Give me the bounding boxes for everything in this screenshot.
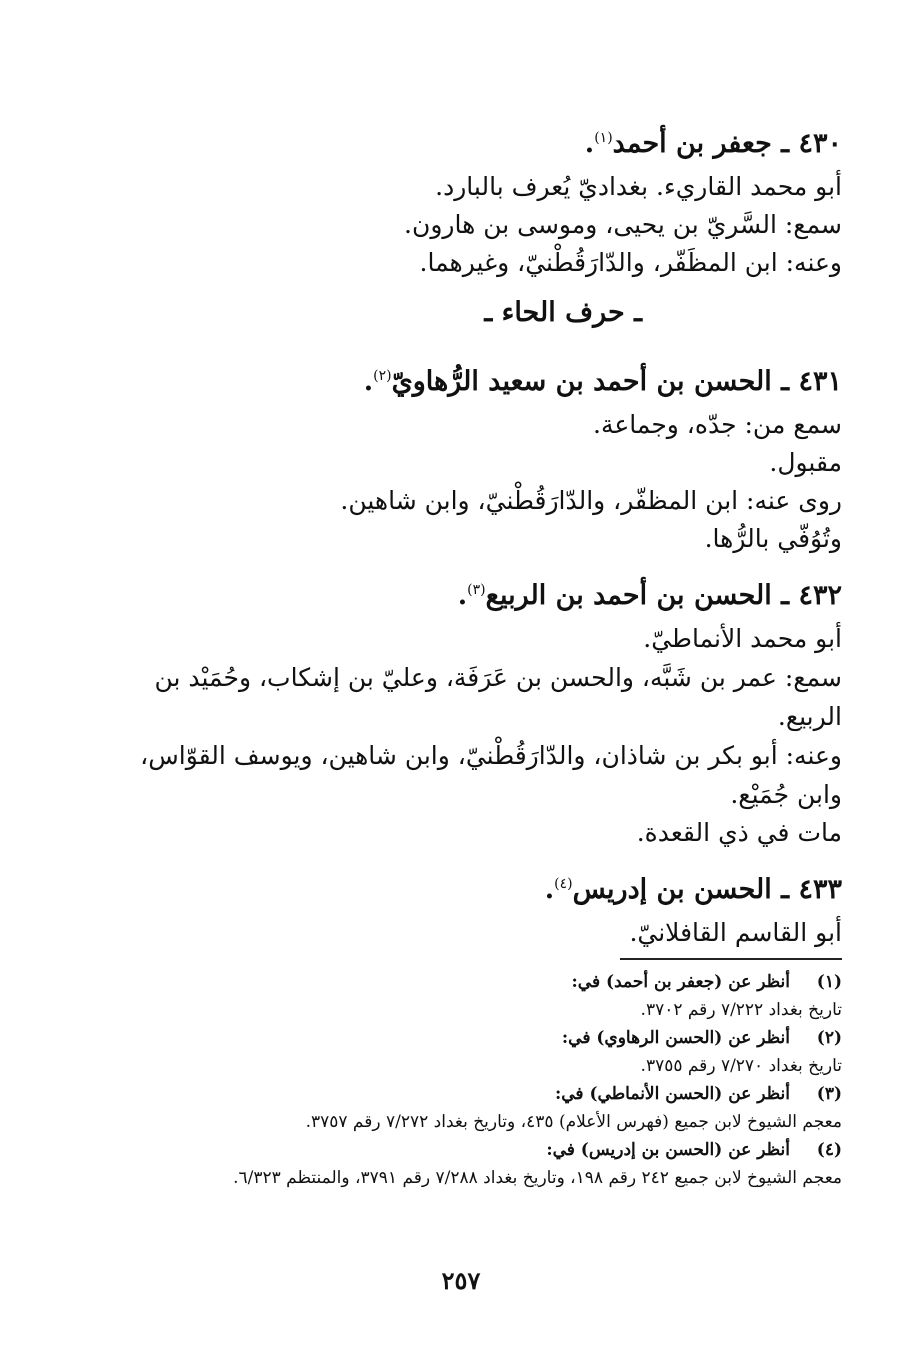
entry-433-line-1: أبو القاسم القافلانيّ. — [629, 918, 842, 947]
entry-430-line-2: سمع: السَّريّ بن يحيى، وموسى بن هارون. — [404, 210, 842, 239]
entry-title-text: ٤٣٢ ـ الحسن بن أحمد بن الربيع — [485, 580, 842, 611]
entry-432-line-2a: سمع: عمر بن شَبَّه، والحسن بن عَرَفَة، وعليّ بن إشكاب، وحُمَيْد بن — [154, 663, 842, 692]
page-number: ٢٥٧ — [441, 1266, 481, 1295]
entry-432-line-3a: وعنه: أبو بكر بن شاذان، والدّارَقُطْنيّ، وابن شاهين، ويوسف القوّاس، — [140, 741, 842, 770]
entry-title-text: ٤٣٣ ـ الحسن بن إدريس — [572, 874, 842, 905]
entry-432-line-2b: الربيع. — [777, 702, 842, 731]
entry-title-text: ٤٣١ ـ الحسن بن أحمد بن سعيد الرُّهاويّ — [391, 366, 842, 397]
footnote-4 — [130, 1136, 842, 1164]
main-text — [130, 106, 842, 952]
footnote-number: (٢) — [816, 1028, 842, 1048]
entry-431-line-1: سمع من: جدّه، وجماعة. — [593, 410, 842, 439]
entry-431-title: ٤٣١ ـ الحسن بن أحمد بن سعيد الرُّهاويّ$^{(٢)}$. — [363, 366, 842, 397]
footnote-ref: (٢) — [373, 368, 392, 384]
entry-title-text: ٤٣٠ ـ جعفر بن أحمد — [612, 128, 842, 159]
entry-432-title: ٤٣٢ ـ الحسن بن أحمد بن الربيع$^{(٣)}$. — [457, 580, 842, 611]
footnote-source: معجم الشيوخ لابن جميع ٢٤٢ رقم ١٩٨، وتاريخ بغداد ٧/٢٨٨ رقم ٣٧٩١، والمنتظم ٦/٣٢٣. — [233, 1168, 842, 1188]
footnote-head: أنظر عن (جعفر بن أحمد) في: — [571, 972, 790, 992]
entry-431-line-3: روى عنه: ابن المظفّر، والدّارَقُطْنيّ، وابن شاهين. — [340, 486, 842, 515]
footnote-2 — [130, 1024, 842, 1052]
footnote-head: أنظر عن (الحسن الأنماطي) في: — [554, 1084, 790, 1104]
footnote-3 — [130, 1080, 842, 1108]
footnote-ref: (٤) — [554, 876, 573, 892]
footnote-number: (٤) — [816, 1140, 842, 1160]
footnote-number: (١) — [816, 972, 842, 992]
footnote-body — [130, 968, 790, 996]
footnote-head: أنظر عن (الحسن بن إدريس) في: — [546, 1140, 790, 1160]
footnote-source: تاريخ بغداد ٧/٢٧٠ رقم ٣٧٥٥. — [640, 1056, 842, 1076]
footnote-ref: (٣) — [467, 582, 486, 598]
entry-431-line-4: وتُوُفّي بالرُّها. — [704, 524, 842, 553]
entry-430-line-3: وعنه: ابن المظَفّر، والدّارَقُطْنيّ، وغيرهما. — [419, 248, 842, 277]
footnote-separator — [620, 958, 842, 960]
entry-430-title: ٤٣٠ ـ جعفر بن أحمد$^{(١)}$. — [584, 128, 842, 159]
footnote-ref: (١) — [594, 130, 613, 146]
footnote-source: تاريخ بغداد ٧/٢٢٢ رقم ٣٧٠٢. — [640, 1000, 842, 1020]
footnote-source: معجم الشيوخ لابن جميع (فهرس الأعلام) ٤٣٥، وتاريخ بغداد ٧/٢٧٢ رقم ٣٧٥٧. — [305, 1112, 842, 1132]
footnote-body — [130, 1136, 790, 1164]
entry-432-line-4: مات في ذي القعدة. — [636, 818, 842, 847]
entry-433-title: ٤٣٣ ـ الحسن بن إدريس$^{(٤)}$. — [544, 874, 842, 905]
entry-430-line-1: أبو محمد القاريء. بغداديّ يُعرف بالبارد. — [435, 172, 842, 201]
footnote-head: أنظر عن (الحسن الرهاوي) في: — [561, 1028, 790, 1048]
footnote-number: (٣) — [816, 1084, 842, 1104]
footnote-body — [130, 1024, 790, 1052]
section-heading: ـ حرف الحاء ـ — [484, 297, 642, 328]
entry-432-line-1: أبو محمد الأنماطيّ. — [643, 624, 842, 653]
entry-432-line-3b: وابن جُمَيْع. — [730, 780, 842, 809]
footnote-body — [130, 1080, 790, 1108]
entry-431-line-2: مقبول. — [769, 448, 842, 477]
footnote-1 — [130, 968, 842, 996]
footnotes — [130, 968, 842, 1192]
